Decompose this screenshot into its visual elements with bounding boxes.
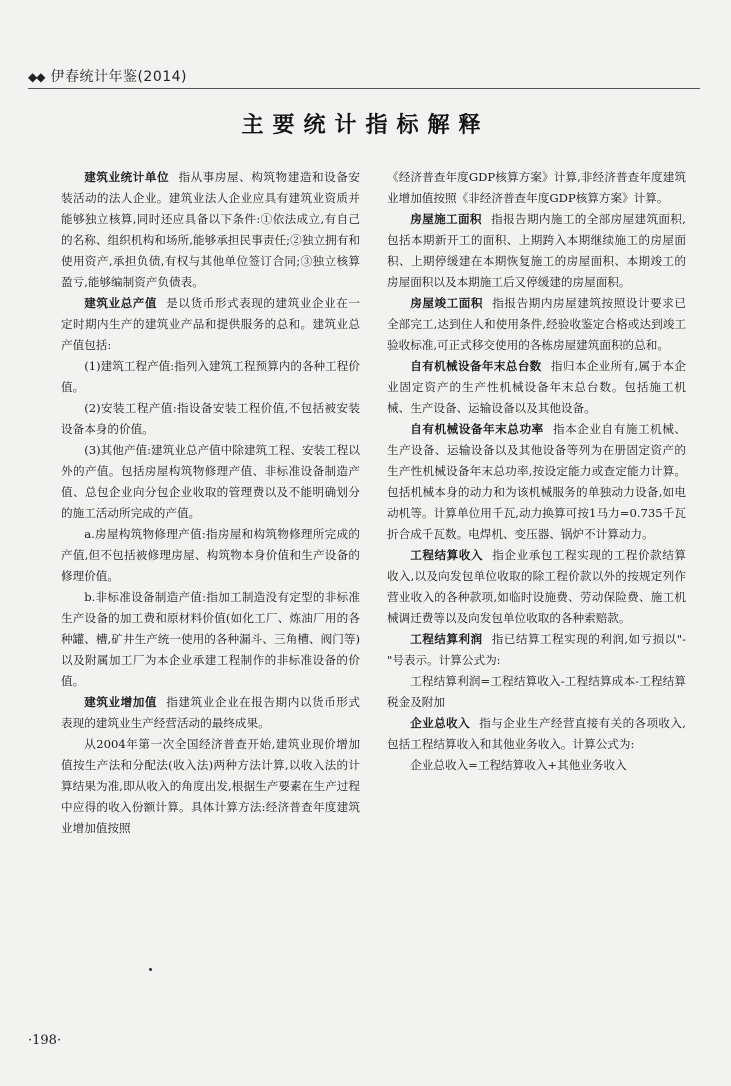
- paragraph-text: 从2004年第一次全国经济普查开始,建筑业现价增加值按生产法和分配法(收入法)两种方法计算,以收入法的计算结果为准,即从收入的角度出发,根据生产要素在生产过程中应得的收入份额计算。具体计算方法:经济普查年度建筑业增加值按照: [61, 737, 360, 835]
- paragraph-text: 指建筑业企业在报告期内以货币形式表现的建筑业生产经营活动的最终成果。: [61, 695, 360, 730]
- term-label: 房屋竣工面积: [410, 296, 484, 310]
- term-label: 工程结算利润: [410, 632, 483, 646]
- paragraph: [387, 356, 686, 419]
- paragraph: [61, 167, 360, 293]
- paragraph: [61, 734, 360, 839]
- paragraph-text: b.非标准设备制造产值:指加工制造没有定型的非标准生产设备的加工费和原材料价值(如化工厂、炼油厂用的各种罐、槽,矿井生产统一使用的各种漏斗、三角槽、阀门等)以及附属加工厂为本企业承建工程制作的非标准设备的价值。: [61, 590, 360, 688]
- left-column: [61, 167, 360, 839]
- right-column: [387, 167, 686, 776]
- paragraph: [61, 398, 360, 440]
- paragraph-text: (1)建筑工程产值:指列入建筑工程预算内的各种工程价值。: [61, 359, 360, 394]
- paragraph: [387, 671, 686, 713]
- paragraph: [61, 356, 360, 398]
- term-label: 企业总收入: [410, 716, 470, 730]
- paragraph-text: 指归本企业所有,属于本企业固定资产的生产性机械设备年末总台数。包括施工机械、生产设备、运输设备以及其他设备。: [387, 359, 686, 415]
- running-header: [28, 66, 187, 86]
- yearbook-title: 伊春统计年鉴(2014): [50, 69, 188, 85]
- paragraph: [61, 293, 360, 356]
- paragraph-text: 《经济普查年度GDP核算方案》计算,非经济普查年度建筑业增加值按照《非经济普查年度GDP核算方案》计算。: [387, 170, 686, 205]
- paragraph: [387, 545, 686, 629]
- paragraph: [387, 167, 686, 209]
- term-label: 建筑业增加值: [84, 695, 158, 709]
- diamond-icon: ◆◆: [28, 70, 45, 84]
- page-title: 主要统计指标解释: [241, 113, 490, 138]
- term-label: 房屋施工面积: [410, 212, 482, 226]
- page-number: ·198·: [28, 1033, 62, 1048]
- paragraph-text: 企业总收入=工程结算收入+其他业务收入: [410, 758, 627, 772]
- paragraph-text: 工程结算利润=工程结算收入-工程结算成本-工程结算税金及附加: [387, 674, 686, 709]
- paragraph: [61, 587, 360, 692]
- paragraph: [387, 419, 686, 545]
- paragraph-text: 指从事房屋、构筑物建造和设备安装活动的法人企业。建筑业法人企业应具有建筑业资质并能够独立核算,同时还应具备以下条件:①依法成立,有自己的名称、组织机构和场所,能够承担民事责任;②独立拥有和使用资产,承担负债,有权与其他单位签订合同;③独立核算盈亏,能够编制资产负债表。: [61, 170, 360, 289]
- paragraph: [387, 293, 686, 356]
- paragraph: [387, 713, 686, 755]
- paragraph-text: 指与企业生产经营直接有关的各项收入,包括工程结算收入和其他业务收入。计算公式为:: [387, 716, 686, 751]
- header-rule: [28, 88, 700, 89]
- paragraph: [61, 524, 360, 587]
- paragraph-text: 指企业承包工程实现的工程价款结算收入,以及向发包单位收取的除工程价款以外的按规定列作营业收入的各种款项,如临时设施费、劳动保险费、施工机械调迁费等以及向发包单位收取的各种索赔款。: [387, 548, 686, 625]
- paragraph-text: a.房屋构筑物修理产值:指房屋和构筑物修理所完成的产值,但不包括被修理房屋、构筑物本身价值和生产设备的修理价值。: [61, 527, 360, 583]
- term-label: 建筑业总产值: [84, 296, 158, 310]
- paragraph-text: 指已结算工程实现的利润,如亏损以"-"号表示。计算公式为:: [387, 632, 686, 667]
- term-label: 工程结算收入: [410, 548, 484, 562]
- paragraph-text: 指报告期内施工的全部房屋建筑面积,包括本期新开工的面积、上期跨入本期继续施工的房屋面积、上期停缓建在本期恢复施工的房屋面积、本期竣工的房屋面积以及本期施工后又停缓建的房屋面积。: [387, 212, 686, 289]
- paragraph-text: (2)安装工程产值:指设备安装工程价值,不包括被安装设备本身的价值。: [61, 401, 360, 436]
- term-label: 建筑业统计单位: [84, 170, 170, 184]
- term-label: 自有机械设备年末总台数: [410, 359, 542, 373]
- paragraph-text: 是以货币形式表现的建筑业企业在一定时期内生产的建筑业产品和提供服务的总和。建筑业总产值包括:: [61, 296, 360, 352]
- paragraph-text: 指本企业自有施工机械、生产设备、运输设备以及其他设备等列为在册固定资产的生产性机械设备年末总功率,按设定能力或查定能力计算。包括机械本身的动力和为该机械服务的单独动力设备,如电动机等。计算单位用千瓦,动力换算可按1马力=0.735千瓦折合成千瓦数。电焊机、变压器、锅炉不计算动力。: [387, 422, 686, 541]
- stray-dot: [149, 968, 152, 971]
- paragraph-text: 指报告期内房屋建筑按照设计要求已全部完工,达到住人和使用条件,经验收鉴定合格或达到竣工验收标准,可正式移交使用的各栋房屋建筑面积的总和。: [387, 296, 686, 352]
- paragraph: [387, 209, 686, 293]
- paragraph: [387, 755, 686, 776]
- term-label: 自有机械设备年末总功率: [410, 422, 544, 436]
- paragraph: [61, 440, 360, 524]
- paragraph-text: (3)其他产值:建筑业总产值中除建筑工程、安装工程以外的产值。包括房屋构筑物修理产值、非标准设备制造产值、总包企业向分包企业收取的管理费以及不能明确划分的施工活动所完成的产值。: [61, 443, 360, 520]
- paragraph: [387, 629, 686, 671]
- paragraph: [61, 692, 360, 734]
